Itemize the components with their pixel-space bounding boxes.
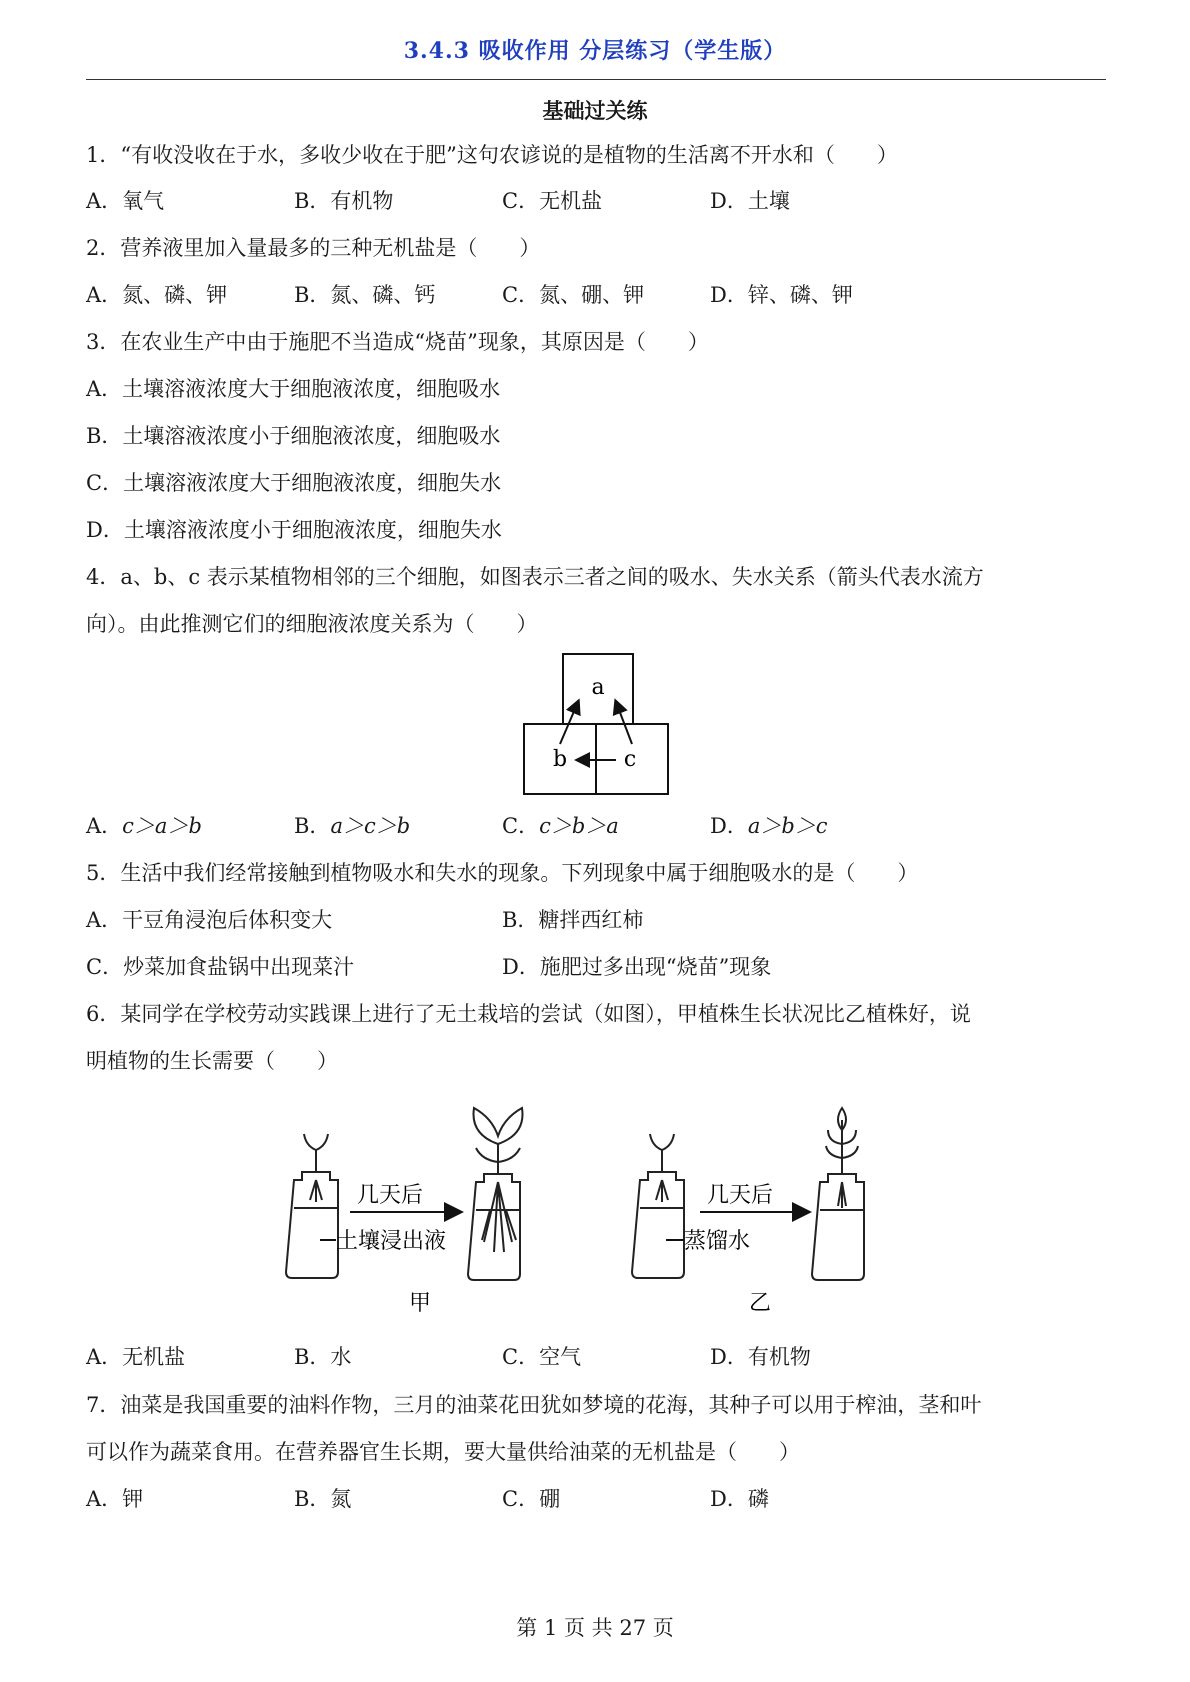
question-4-option-a bbox=[86, 812, 202, 840]
question-6-stem-line-2: 明植物的生长需要（ ） bbox=[86, 1049, 338, 1073]
left-caption: 甲 bbox=[408, 1291, 432, 1316]
question-4-option-d bbox=[710, 812, 828, 840]
question-4-option-c bbox=[502, 812, 619, 840]
question-1-option-b: B．有机物 bbox=[294, 189, 394, 213]
question-7-option-a: A．钾 bbox=[86, 1487, 144, 1511]
header-divider bbox=[86, 79, 1106, 80]
cell-c-label: c bbox=[623, 747, 637, 772]
question-1-option-a: A．氧气 bbox=[86, 189, 165, 213]
question-6-option-d: D．有机物 bbox=[710, 1345, 811, 1369]
question-3-stem: 3．在农业生产中由于施肥不当造成“烧苗”现象，其原因是（ ） bbox=[86, 330, 709, 354]
question-5-option-b: B．糖拌西红柿 bbox=[502, 908, 644, 932]
question-2-option-a: A．氮、磷、钾 bbox=[86, 283, 228, 307]
question-4-option-b bbox=[294, 812, 410, 840]
question-6-option-c: C．空气 bbox=[502, 1345, 582, 1369]
question-3-option-d: D．土壤溶液浓度小于细胞液浓度，细胞失水 bbox=[86, 518, 502, 542]
question-6-stem-line-1: 6．某同学在学校劳动实践课上进行了无土栽培的尝试（如图），甲植株生长状况比乙植株好，说 bbox=[86, 1002, 971, 1026]
question-5-option-c: C．炒菜加食盐锅中出现菜汁 bbox=[86, 955, 355, 979]
question-3-option-b: B．土壤溶液浓度小于细胞液浓度，细胞吸水 bbox=[86, 424, 501, 448]
question-1-stem: 1．“有收没收在于水，多收少收在于肥”这句农谚说的是植物的生活离不开水和（ ） bbox=[86, 143, 898, 167]
right-liquid-label: 蒸馏水 bbox=[684, 1229, 751, 1254]
right-seedling-jar bbox=[632, 1134, 684, 1278]
left-experiment-group bbox=[286, 1108, 523, 1316]
question-4-option-d-letter: D． bbox=[710, 814, 748, 838]
question-7-option-b: B．氮 bbox=[294, 1487, 352, 1511]
question-4-option-b-expr: a＞c＞b bbox=[330, 814, 411, 838]
hydroponics-figure bbox=[280, 1100, 920, 1320]
question-4-option-b-letter: B． bbox=[294, 814, 331, 838]
page-footer: 第 1 页 共 27 页 bbox=[516, 1616, 674, 1640]
question-4-stem-line-1: 4．a、b、c 表示某植物相邻的三个细胞，如图表示三者之间的吸水、失水关系（箭头代表水流方 bbox=[86, 565, 984, 589]
question-2-option-b: B．氮、磷、钙 bbox=[294, 283, 436, 307]
left-liquid-label: 土壤浸出液 bbox=[336, 1229, 447, 1254]
question-7-option-c: C．硼 bbox=[502, 1487, 561, 1511]
left-seedling-jar bbox=[286, 1134, 338, 1278]
cell-a-label: a bbox=[591, 675, 605, 700]
left-grown-plant-jar bbox=[468, 1108, 523, 1280]
question-7-stem-line-1: 7．油菜是我国重要的油料作物，三月的油菜花田犹如梦境的花海，其种子可以用于榨油，茎和叶 bbox=[86, 1393, 982, 1417]
question-2-option-d: D．锌、磷、钾 bbox=[710, 283, 853, 307]
question-4-option-d-expr: a＞b＞c bbox=[747, 814, 828, 838]
question-5-stem: 5．生活中我们经常接触到植物吸水和失水的现象。下列现象中属于细胞吸水的是（ ） bbox=[86, 861, 919, 885]
right-experiment-group bbox=[632, 1108, 864, 1316]
document-title: 3.4.3 吸收作用 分层练习（学生版） bbox=[403, 38, 787, 64]
question-6-option-a: A．无机盐 bbox=[86, 1345, 186, 1369]
cell-b-label: b bbox=[552, 747, 568, 772]
question-3-option-a: A．土壤溶液浓度大于细胞液浓度，细胞吸水 bbox=[86, 377, 501, 401]
cell-diagram bbox=[520, 650, 670, 800]
right-arrow-label: 几天后 bbox=[706, 1183, 774, 1208]
left-arrow-label: 几天后 bbox=[356, 1183, 424, 1208]
right-small-plant-jar bbox=[812, 1108, 864, 1280]
question-6-option-b: B．水 bbox=[294, 1345, 352, 1369]
question-4-option-c-expr: c＞b＞a bbox=[539, 814, 619, 838]
question-4-stem-line-2: 向）。由此推测它们的细胞液浓度关系为（ ） bbox=[86, 612, 538, 636]
right-caption: 乙 bbox=[748, 1291, 772, 1316]
question-1-option-c: C．无机盐 bbox=[502, 189, 603, 213]
section-title: 基础过关练 bbox=[542, 98, 648, 123]
question-2-stem: 2．营养液里加入量最多的三种无机盐是（ ） bbox=[86, 236, 541, 260]
question-7-stem-line-2: 可以作为蔬菜食用。在营养器官生长期，要大量供给油菜的无机盐是（ ） bbox=[86, 1440, 800, 1464]
question-3-option-c: C．土壤溶液浓度大于细胞液浓度，细胞失水 bbox=[86, 471, 502, 495]
question-5-option-d: D．施肥过多出现“烧苗”现象 bbox=[502, 955, 772, 979]
question-1-option-d: D．土壤 bbox=[710, 189, 790, 213]
question-7-option-d: D．磷 bbox=[710, 1487, 769, 1511]
question-4-option-c-letter: C． bbox=[502, 814, 540, 838]
question-4-option-a-expr: c＞a＞b bbox=[122, 814, 202, 838]
question-5-option-a: A．干豆角浸泡后体积变大 bbox=[86, 908, 333, 932]
question-4-option-a-letter: A． bbox=[86, 814, 123, 838]
question-2-option-c: C．氮、硼、钾 bbox=[502, 283, 645, 307]
